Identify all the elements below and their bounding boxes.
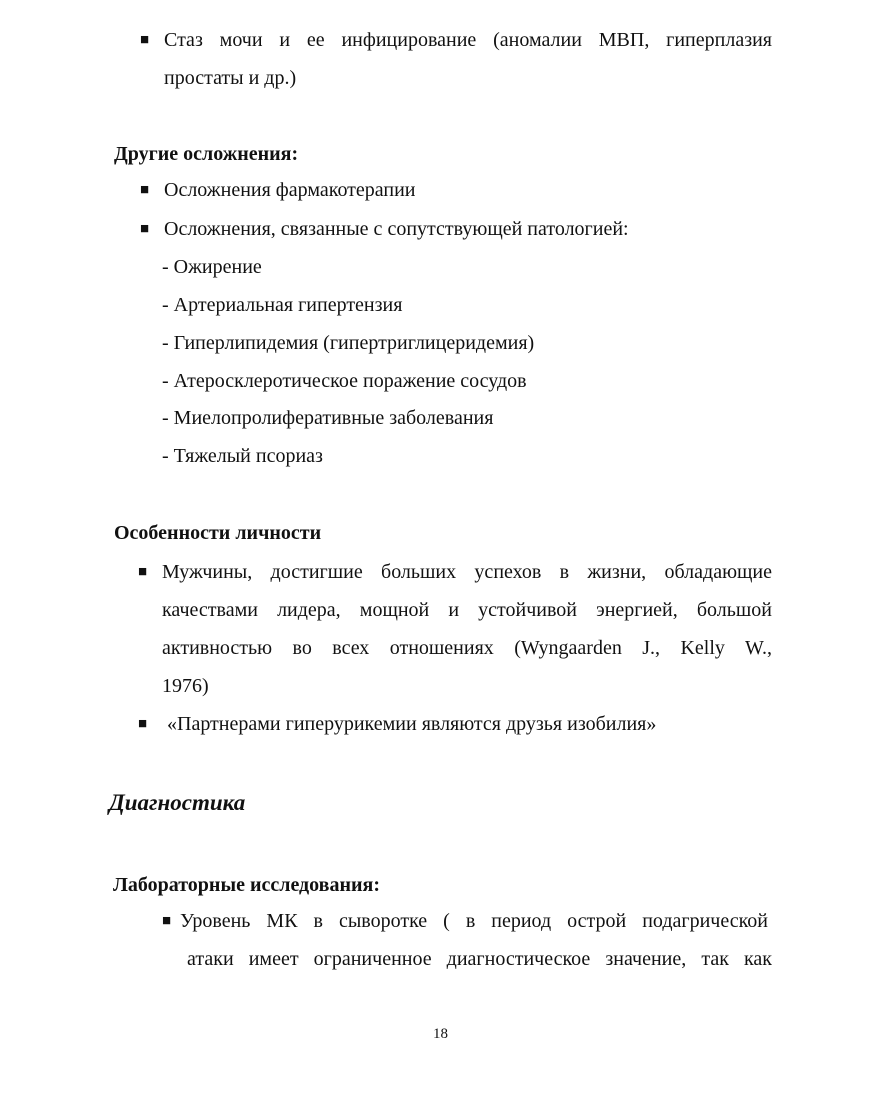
bullet-marker: ■ [138,564,148,580]
personality-item-1-line-1: Мужчины, достигшие больших успехов в жизни, обладающие [162,561,772,583]
bullet-marker: ■ [140,182,150,198]
subitem-hypertension: - Артериальная гипертензия [162,294,403,316]
subitem-atherosclerosis: - Атеросклеротическое поражение сосудов [162,370,527,392]
stasis-line-2: простаты и др.) [164,67,297,89]
bullet-marker: ■ [140,221,150,237]
personality-item-2-quote: «Партнерами гиперурикемии являются друзья изобилия» [167,713,657,735]
page-number: 18 [433,1026,448,1042]
lab-item-line-1: Уровень МК в сыворотке ( в период острой подагрической [180,910,768,932]
diagnostics-title: Диагностика [109,790,246,815]
complication-item-comorbidity: Осложнения, связанные с сопутствующей патологией: [164,218,629,240]
other-complications-heading: Другие осложнения: [114,143,299,165]
personality-item-1-line-2: качествами лидера, мощной и устойчивой энергией, большой [162,599,772,621]
personality-item-1-line-4: 1976) [162,675,209,697]
subitem-myeloproliferative: - Миелопролиферативные заболевания [162,407,494,429]
lab-tests-heading: Лабораторные исследования: [113,874,381,896]
personality-heading: Особенности личности [114,522,322,544]
subitem-psoriasis: - Тяжелый псориаз [162,445,323,467]
complication-item-pharmacotherapy: Осложнения фармакотерапии [164,179,416,201]
bullet-marker: ■ [140,32,150,48]
subitem-hyperlipidemia: - Гиперлипидемия (гипертриглицеридемия) [162,332,535,354]
bullet-marker: ■ [138,716,148,732]
stasis-line-1: Стаз мочи и ее инфицирование (аномалии МВП, гиперплазия [164,29,772,51]
bullet-marker: ■ [162,913,172,929]
personality-item-1-line-3: активностью во всех отношениях (Wyngaarden J., Kelly W., [162,637,772,659]
lab-item-line-2: атаки имеет ограниченное диагностическое значение, так как [187,948,772,970]
subitem-obesity: - Ожирение [162,256,262,278]
